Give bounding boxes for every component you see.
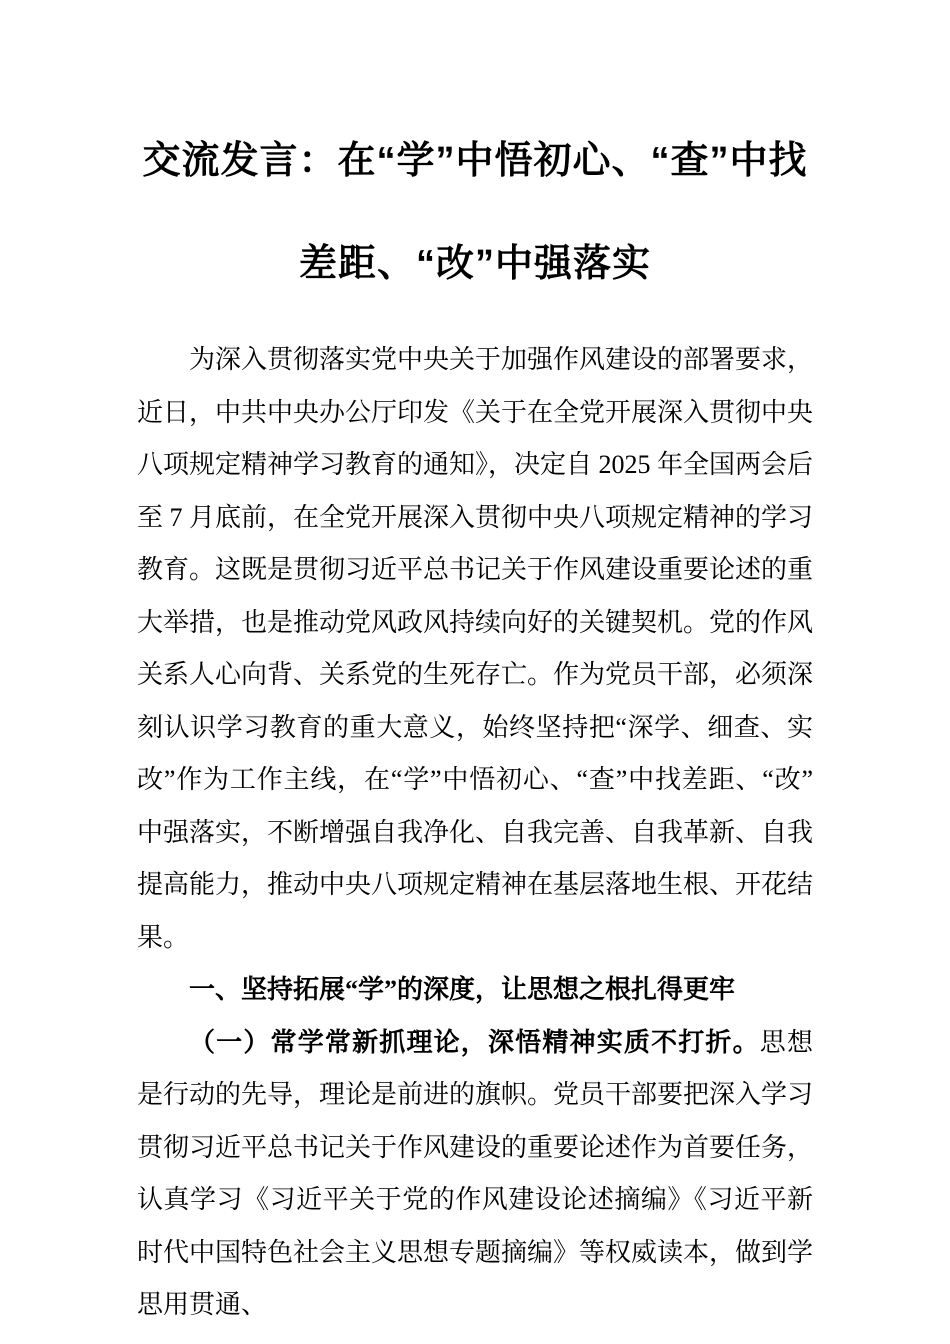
section-1-lead-sentence: （一）常学常新抓理论，深悟精神实质不打折。 <box>189 1027 760 1057</box>
title-line-2: 差距、“改”中强落实 <box>298 243 651 285</box>
paragraph-section-1 <box>137 1017 813 1332</box>
document-body <box>137 334 813 1332</box>
title-line-1: 交流发言：在“学”中悟初心、“查”中找 <box>142 140 808 182</box>
document-title <box>0 0 950 316</box>
section-1-body-text: 思想是行动的先导，理论是前进的旗帜。党员干部要把深入学习贯彻习近平总书记关于作风建设的重要论述作为首要任务，认真学习《习近平关于党的作风建设论述摘编》《习近平新时代中国特色社会主义思想专题摘编》等权威读本，做到学思用贯通、 <box>137 1027 814 1319</box>
section-heading-1: 一、坚持拓展“学”的深度，让思想之根扎得更牢 <box>189 975 736 1004</box>
paragraph-intro: 为深入贯彻落实党中央关于加强作风建设的部署要求，近日，中共中央办公厅印发《关于在全党开展深入贯彻中央八项规定精神学习教育的通知》，决定自 2025 年全国两会后至 7 月底前，在全党开展深入贯彻中央八项规定精神的学习教育。这既是贯彻习近平总书记关于作风建设重要论述的重大举措，也是推动党风政风持续向好的关键契机。党的作风关系人心向背、关系党的生死存亡。作为党员干部，必须深刻认识学习教育的重大意义，始终坚持把“深学、细查、实改”作为工作主线，在“学”中悟初心、“查”中找差距、“改”中强落实，不断增强自我净化、自我完善、自我革新、自我提高能力，推动中央八项规定精神在基层落地生根、开花结果。 <box>137 345 814 952</box>
